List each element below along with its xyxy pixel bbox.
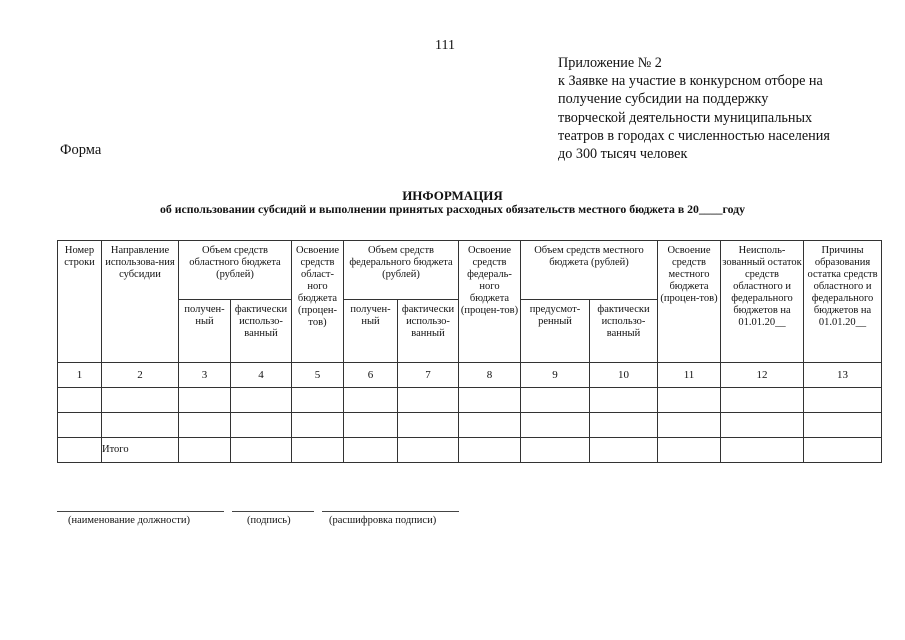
appendix-line: получение субсидии на поддержку [558,91,769,108]
header-federal-percent: Освоение средств федераль-ного бюджета (процен-тов) [459,241,521,363]
column-number-row [58,363,882,388]
sign-caption: (подпись) [247,515,291,526]
appendix-line: творческой деятельности муниципальных [558,109,813,126]
header-federal-funds: Объем средств федерального бюджета (рублей) [344,241,459,300]
table-cell[interactable] [58,438,102,463]
sign-signature-line[interactable] [232,511,314,512]
column-number: 8 [459,363,521,388]
appendix-line: Приложение № 2 [558,55,662,71]
table-cell[interactable] [58,388,102,413]
table-cell[interactable] [344,413,398,438]
column-number: 3 [179,363,231,388]
table-cell[interactable] [804,438,882,463]
position-caption: (наименование должности) [68,515,191,526]
header-regional-funds: Объем средств областного бюджета (рублей) [179,241,292,300]
table-cell[interactable] [292,388,344,413]
header-regional-percent: Освоение средств област-ного бюджета (процен-тов) [292,241,344,363]
report-table [57,240,882,463]
table-cell[interactable] [459,438,521,463]
column-number: 2 [102,363,179,388]
position-signature-line[interactable] [57,511,224,512]
appendix-line: до 300 тысяч человек [558,146,688,163]
column-number: 5 [292,363,344,388]
table-cell[interactable] [521,388,590,413]
column-number: 13 [804,363,882,388]
table-cell[interactable] [231,413,292,438]
header-direction: Направление использова-ния субсидии [102,241,179,363]
column-number: 7 [398,363,459,388]
header-unused-balance: Неисполь-зованный остаток средств областного и федерального бюджетов на 01.01.20__ [721,241,804,363]
table-cell[interactable] [179,438,231,463]
header-local-used: фактически использо-ванный [590,300,658,363]
document-subtitle: об использовании субсидий и выполнении принятых расходных обязательств местного бюджета в 20____году [159,202,746,216]
table-cell[interactable] [344,438,398,463]
table-cell[interactable] [102,413,179,438]
header-regional-used: фактически использо-ванный [231,300,292,363]
document-title: ИНФОРМАЦИЯ [402,188,503,203]
total-label: Итого [102,438,179,463]
table-row [58,388,882,413]
header-row-number: Номер строки [58,241,102,363]
table-cell[interactable] [721,438,804,463]
header-regional-received: получен-ный [179,300,231,363]
table-cell[interactable] [179,388,231,413]
table-cell[interactable] [292,438,344,463]
table-cell[interactable] [344,388,398,413]
table-cell[interactable] [590,388,658,413]
column-number: 1 [58,363,102,388]
appendix-block [558,54,878,163]
form-label: Форма [60,142,102,158]
table-cell[interactable] [231,388,292,413]
table-cell[interactable] [721,413,804,438]
header-local-funds: Объем средств местного бюджета (рублей) [521,241,658,300]
header-federal-used: фактически использо-ванный [398,300,459,363]
header-federal-received: получен-ный [344,300,398,363]
table-cell[interactable] [721,388,804,413]
header-reasons: Причины образования остатка средств областного и федерального бюджетов на 01.01.20__ [804,241,882,363]
table-cell[interactable] [292,413,344,438]
table-cell[interactable] [102,388,179,413]
table-cell[interactable] [590,438,658,463]
page-number: 111 [435,38,455,53]
table-cell[interactable] [231,438,292,463]
table-cell[interactable] [521,413,590,438]
header-local-percent: Освоение средств местного бюджета (процен-тов) [658,241,721,363]
table-cell[interactable] [459,388,521,413]
table-cell[interactable] [590,413,658,438]
appendix-line: к Заявке на участие в конкурсном отборе на [558,73,823,90]
table-row [58,413,882,438]
column-number: 9 [521,363,590,388]
total-row [58,438,882,463]
column-number: 11 [658,363,721,388]
column-number: 12 [721,363,804,388]
header-local-planned: предусмот-ренный [521,300,590,363]
table-cell[interactable] [658,438,721,463]
table-cell[interactable] [179,413,231,438]
appendix-line: театров в городах с численностью населения [558,127,830,144]
table-cell[interactable] [459,413,521,438]
table-cell[interactable] [398,388,459,413]
table-cell[interactable] [804,413,882,438]
column-number: 4 [231,363,292,388]
decoding-signature-line[interactable] [322,511,459,512]
column-number: 10 [590,363,658,388]
table-cell[interactable] [658,413,721,438]
table-cell[interactable] [658,388,721,413]
table-cell[interactable] [398,413,459,438]
table-cell[interactable] [521,438,590,463]
column-number: 6 [344,363,398,388]
decoding-caption: (расшифровка подписи) [329,515,437,526]
table-cell[interactable] [804,388,882,413]
table-cell[interactable] [58,413,102,438]
table-cell[interactable] [398,438,459,463]
